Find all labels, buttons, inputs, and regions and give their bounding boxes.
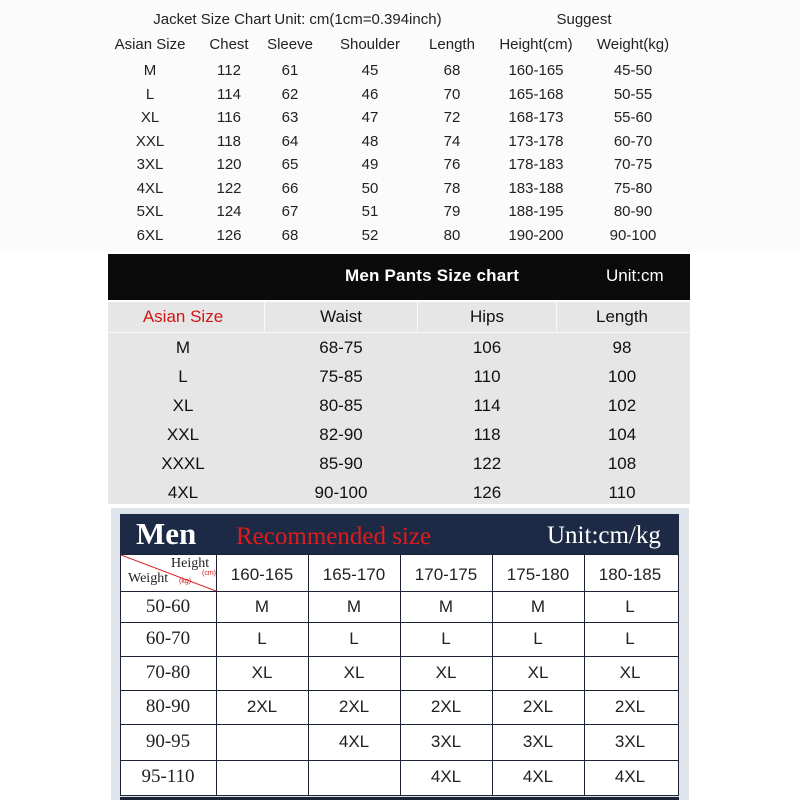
size-cell: 3XL bbox=[614, 732, 646, 751]
jacket-cell: 51 bbox=[361, 203, 379, 220]
jacket-cell: 66 bbox=[281, 180, 299, 197]
pants-cell: 110 bbox=[473, 367, 501, 386]
jacket-cell: 190-200 bbox=[508, 227, 564, 244]
size-cell: XL bbox=[435, 663, 457, 682]
pants-cell: 114 bbox=[473, 396, 501, 415]
men-unit: Unit:cm/kg bbox=[547, 522, 661, 549]
pants-cell: XXXL bbox=[161, 454, 205, 473]
jacket-cell: M bbox=[143, 62, 157, 79]
jacket-suggest-label: Suggest bbox=[556, 11, 612, 28]
jacket-cell: 126 bbox=[216, 227, 242, 244]
pants-cell: 104 bbox=[607, 425, 637, 444]
size-cell: 2XL bbox=[246, 697, 278, 716]
jacket-cell: 124 bbox=[216, 203, 242, 220]
size-cell: 3XL bbox=[430, 732, 462, 751]
height-axis-label: Height bbox=[171, 556, 210, 571]
pants-unit: Unit:cm bbox=[606, 266, 664, 285]
jacket-cell: L bbox=[145, 86, 155, 103]
size-cell: M bbox=[530, 597, 546, 616]
jacket-cell: 61 bbox=[281, 62, 299, 79]
size-cell: 4XL bbox=[430, 767, 462, 786]
pants-title: Men Pants Size chart bbox=[345, 266, 520, 285]
grid-hline bbox=[121, 724, 678, 725]
pants-cell: 90-100 bbox=[314, 483, 368, 502]
jacket-header-cell: Sleeve bbox=[267, 36, 313, 53]
pants-header-cell: Length bbox=[596, 307, 648, 326]
jacket-cell: 74 bbox=[443, 133, 461, 150]
size-cell: 4XL bbox=[338, 732, 370, 751]
jacket-cell: 178-183 bbox=[508, 156, 564, 173]
grid-hline bbox=[121, 591, 678, 592]
jacket-cell: 45-50 bbox=[613, 62, 653, 79]
weight-axis-label: Weight bbox=[128, 571, 169, 586]
size-cell: XL bbox=[619, 663, 641, 682]
men-banner bbox=[120, 514, 679, 554]
height-header-cell: 180-185 bbox=[598, 565, 662, 584]
pants-cell: 100 bbox=[607, 367, 637, 386]
men-title: Men bbox=[136, 516, 197, 551]
jacket-cell: 49 bbox=[361, 156, 379, 173]
size-cell: M bbox=[254, 597, 270, 616]
jacket-cell: 3XL bbox=[136, 156, 164, 173]
jacket-cell: 55-60 bbox=[613, 109, 653, 126]
weight-row-label: 50-60 bbox=[145, 596, 191, 617]
size-cell: L bbox=[625, 597, 635, 616]
pants-cell: 122 bbox=[472, 454, 502, 473]
pants-cell: 82-90 bbox=[319, 425, 363, 444]
men-recommended-chart bbox=[111, 508, 689, 800]
jacket-cell: 70 bbox=[443, 86, 461, 103]
pants-cell: L bbox=[178, 367, 188, 386]
jacket-cell: 116 bbox=[217, 109, 241, 126]
jacket-cell: 114 bbox=[217, 86, 241, 103]
pants-cell: 98 bbox=[612, 338, 632, 357]
men-size-grid bbox=[120, 554, 679, 796]
pants-banner bbox=[108, 254, 690, 300]
pants-cell: XL bbox=[172, 396, 194, 415]
jacket-cell: 65 bbox=[281, 156, 299, 173]
jacket-cell: 118 bbox=[217, 133, 241, 150]
pants-cell: 108 bbox=[607, 454, 637, 473]
jacket-cell: 188-195 bbox=[508, 203, 564, 220]
jacket-cell: 75-80 bbox=[613, 180, 653, 197]
size-cell: 3XL bbox=[522, 732, 554, 751]
jacket-cell: 50 bbox=[361, 180, 379, 197]
grid-hline bbox=[121, 690, 678, 691]
jacket-header-cell: Shoulder bbox=[339, 36, 401, 53]
size-cell: M bbox=[438, 597, 454, 616]
weight-row-label: 70-80 bbox=[145, 662, 191, 683]
jacket-header-cell: Height(cm) bbox=[499, 36, 573, 53]
jacket-cell: 72 bbox=[443, 109, 461, 126]
jacket-cell: 80 bbox=[443, 227, 461, 244]
size-cell: L bbox=[441, 629, 451, 648]
size-cell: L bbox=[349, 629, 359, 648]
weight-row-label: 90-95 bbox=[145, 731, 191, 752]
jacket-unit: Unit: cm(1cm=0.394inch) bbox=[274, 11, 442, 28]
pants-cell: XXL bbox=[166, 425, 200, 444]
jacket-cell: 5XL bbox=[136, 203, 164, 220]
pants-header-cell: Waist bbox=[320, 307, 362, 326]
jacket-cell: 122 bbox=[216, 180, 242, 197]
pants-cell: 126 bbox=[472, 483, 502, 502]
height-header-cell: 165-170 bbox=[322, 565, 386, 584]
size-cell: M bbox=[346, 597, 362, 616]
grid-hline bbox=[121, 622, 678, 623]
jacket-cell: 68 bbox=[443, 62, 461, 79]
size-cell: 2XL bbox=[338, 697, 370, 716]
jacket-cell: 160-165 bbox=[508, 62, 564, 79]
pants-cell: 68-75 bbox=[319, 338, 363, 357]
jacket-cell: 63 bbox=[281, 109, 299, 126]
size-cell: 2XL bbox=[522, 697, 554, 716]
weight-row-label: 60-70 bbox=[145, 628, 191, 649]
jacket-cell: 76 bbox=[443, 156, 461, 173]
pants-header-cell: Hips bbox=[469, 307, 505, 326]
pants-cell: 75-85 bbox=[319, 367, 363, 386]
size-cell: XL bbox=[343, 663, 365, 682]
weight-row-label: 95-110 bbox=[141, 766, 195, 787]
jacket-header-cell: Length bbox=[429, 36, 475, 53]
size-cell: 2XL bbox=[430, 697, 462, 716]
jacket-cell: 62 bbox=[281, 86, 299, 103]
size-cell: 2XL bbox=[614, 697, 646, 716]
height-header-cell: 170-175 bbox=[414, 565, 478, 584]
jacket-cell: 183-188 bbox=[508, 180, 564, 197]
pants-cell: 118 bbox=[473, 425, 501, 444]
jacket-cell: 4XL bbox=[136, 180, 164, 197]
jacket-cell: 47 bbox=[361, 109, 379, 126]
height-unit-label: (cm) bbox=[202, 570, 216, 577]
jacket-cell: 60-70 bbox=[613, 133, 653, 150]
jacket-header-cell: Chest bbox=[209, 36, 249, 53]
pants-cell: 80-85 bbox=[319, 396, 363, 415]
height-header-cell: 160-165 bbox=[230, 565, 294, 584]
jacket-cell: 165-168 bbox=[508, 86, 564, 103]
jacket-cell: 6XL bbox=[136, 227, 164, 244]
jacket-cell: 120 bbox=[216, 156, 242, 173]
pants-header-cell: Asian Size bbox=[142, 307, 224, 326]
grid-hline bbox=[121, 656, 678, 657]
jacket-cell: 80-90 bbox=[613, 203, 653, 220]
jacket-cell: 168-173 bbox=[508, 109, 564, 126]
size-cell: L bbox=[625, 629, 635, 648]
jacket-size-chart bbox=[0, 0, 800, 252]
height-header-cell: 175-180 bbox=[506, 565, 570, 584]
pants-cell: 102 bbox=[607, 396, 637, 415]
jacket-header-cell: Weight(kg) bbox=[596, 36, 670, 53]
jacket-cell: 46 bbox=[361, 86, 379, 103]
size-cell: 4XL bbox=[522, 767, 554, 786]
jacket-cell: 45 bbox=[361, 62, 379, 79]
size-cell: XL bbox=[251, 663, 273, 682]
weight-unit-label: (kg) bbox=[179, 578, 192, 585]
jacket-cell: 78 bbox=[443, 180, 461, 197]
jacket-cell: 68 bbox=[281, 227, 299, 244]
jacket-cell: 173-178 bbox=[508, 133, 564, 150]
jacket-cell: 48 bbox=[361, 133, 379, 150]
pants-table bbox=[108, 302, 690, 504]
jacket-header-cell: Asian Size bbox=[114, 36, 186, 53]
size-cell: 4XL bbox=[614, 767, 646, 786]
jacket-cell: XXL bbox=[135, 133, 165, 150]
jacket-cell: 67 bbox=[281, 203, 299, 220]
pants-cell: 85-90 bbox=[319, 454, 363, 473]
pants-cell: M bbox=[175, 338, 191, 357]
size-cell: L bbox=[533, 629, 543, 648]
grid-hline bbox=[121, 760, 678, 761]
size-cell: XL bbox=[527, 663, 549, 682]
jacket-cell: 70-75 bbox=[613, 156, 653, 173]
jacket-cell: 90-100 bbox=[609, 227, 657, 244]
pants-cell: 110 bbox=[608, 483, 636, 502]
weight-row-label: 80-90 bbox=[145, 696, 191, 717]
pants-cell: 4XL bbox=[167, 483, 199, 502]
jacket-cell: 112 bbox=[217, 62, 241, 79]
jacket-cell: 52 bbox=[361, 227, 379, 244]
jacket-cell: XL bbox=[140, 109, 160, 126]
jacket-title: Jacket Size Chart bbox=[153, 11, 271, 28]
size-cell: L bbox=[257, 629, 267, 648]
jacket-cell: 50-55 bbox=[613, 86, 653, 103]
jacket-cell: 79 bbox=[443, 203, 461, 220]
recommended-size-title: Recommended size bbox=[236, 523, 432, 550]
pants-cell: 106 bbox=[472, 338, 502, 357]
jacket-cell: 64 bbox=[281, 133, 299, 150]
